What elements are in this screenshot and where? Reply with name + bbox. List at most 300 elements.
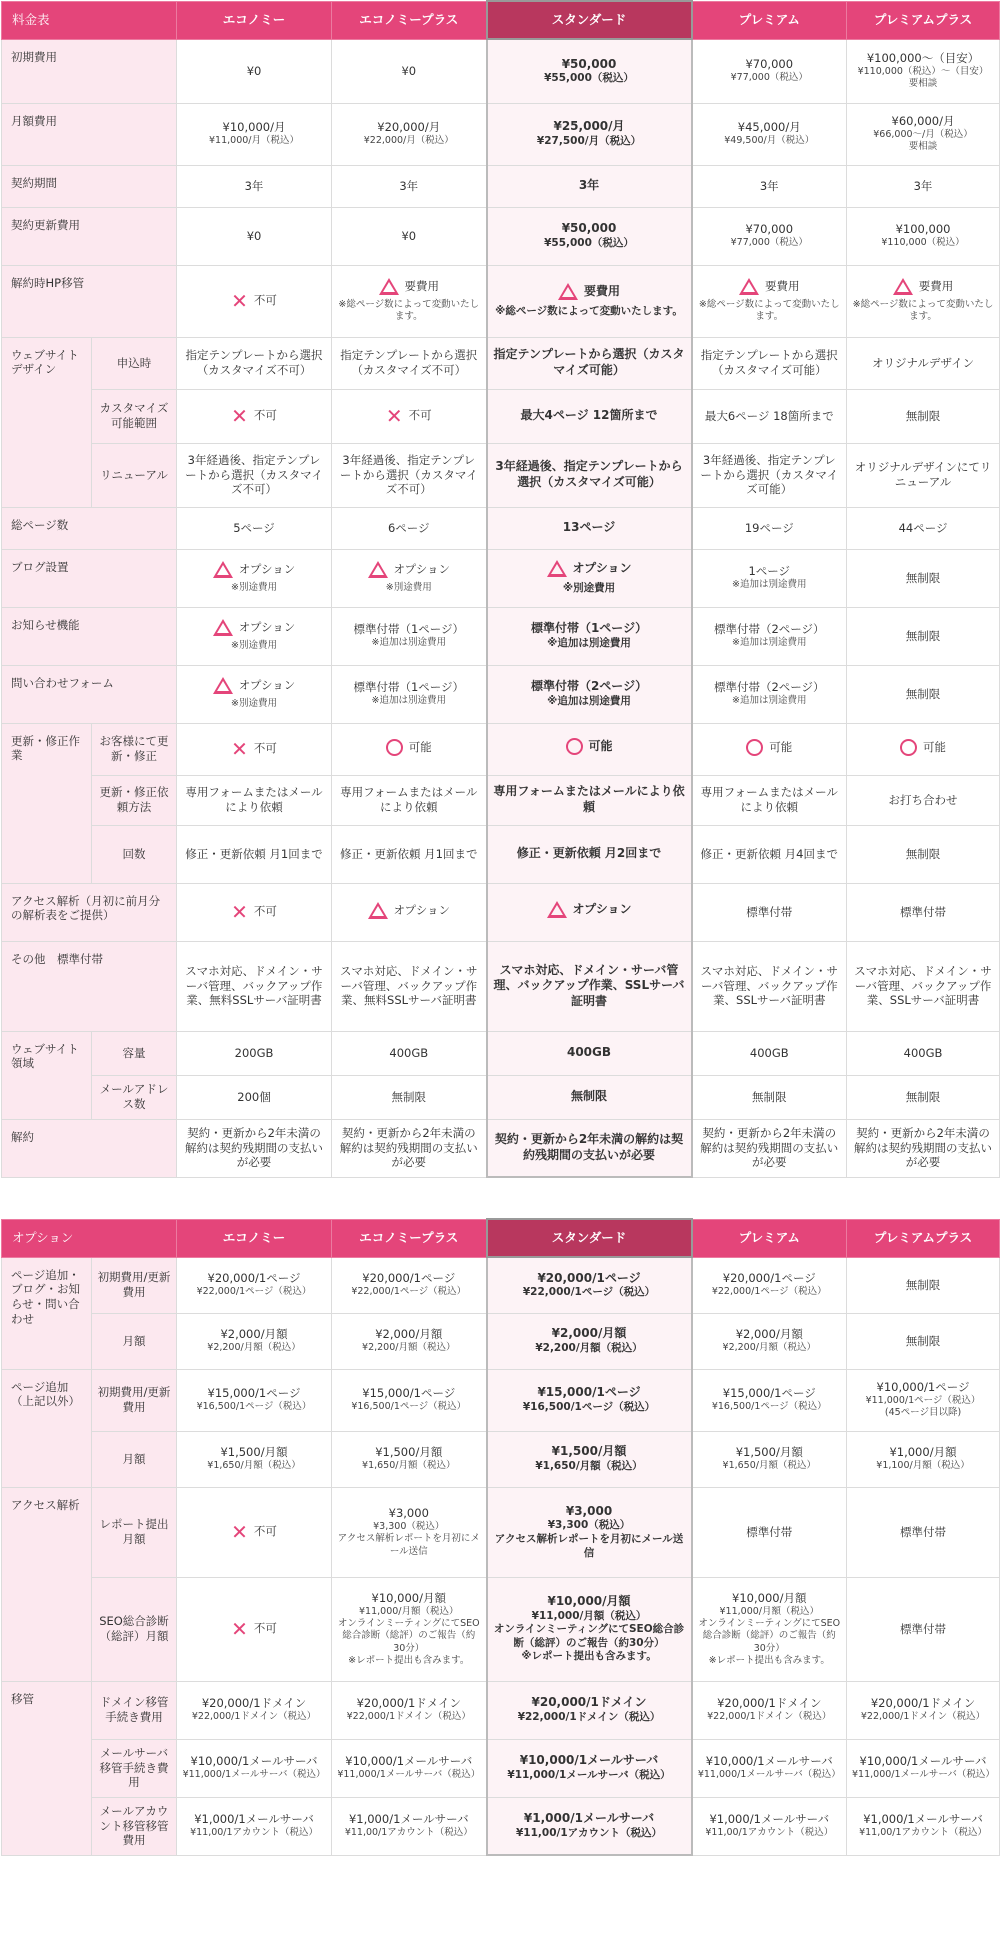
cell <box>487 607 692 665</box>
cell <box>332 1431 487 1487</box>
status: 要費用 <box>404 279 440 294</box>
cell: 400GB <box>847 1031 1000 1075</box>
plan-header-premium: プレミアム <box>692 1219 847 1257</box>
price: ¥10,000/1ページ <box>876 1380 970 1395</box>
cell: 最大6ページ 18箇所まで <box>692 389 847 443</box>
cell <box>177 1487 332 1577</box>
cell: 無制限 <box>847 389 1000 443</box>
cross-icon: ✕ <box>231 899 248 924</box>
cell <box>487 665 692 723</box>
label-domain-transfer: ドメイン移管手続き費用 <box>92 1681 177 1739</box>
cell <box>332 883 487 941</box>
price: ¥1,000/1メールサーバ <box>194 1812 314 1827</box>
cell <box>692 1369 847 1431</box>
price-tax: ¥11,000/1ページ（税込） <box>865 1395 981 1407</box>
status: オプション <box>572 901 632 916</box>
cell: 5ページ <box>177 507 332 549</box>
cell <box>847 39 1000 103</box>
cell: ¥0 <box>177 207 332 265</box>
note: 要相談 <box>908 141 938 153</box>
cell <box>177 549 332 607</box>
row-renewal-fee <box>2 207 1000 265</box>
cell <box>847 1739 1000 1797</box>
price: ¥2,000/月額 <box>375 1327 443 1342</box>
triangle-icon <box>547 560 567 577</box>
label-contact-form: 問い合わせフォーム <box>2 665 177 723</box>
cell <box>487 1739 692 1797</box>
price-tax: ¥22,000/1ドメイン（税込） <box>517 1710 661 1723</box>
label-transfer: 移管 <box>2 1681 92 1855</box>
status: 可能 <box>769 739 793 754</box>
note: ※総ページ数によって変動いたします。 <box>338 299 480 323</box>
cell <box>847 265 1000 337</box>
status: 不可 <box>253 408 277 423</box>
cell <box>692 1797 847 1855</box>
cell <box>332 265 487 337</box>
cell: 専用フォームまたはメールにより依頼 <box>177 775 332 825</box>
label-cancellation: 解約 <box>2 1119 177 1177</box>
row-access-seo <box>2 1577 1000 1681</box>
price-tax: ¥1,100/月額（税込） <box>876 1460 970 1472</box>
price-tax: ¥11,00/1アカウント（税込） <box>859 1827 987 1839</box>
status: オプション <box>238 562 296 577</box>
row-analytics <box>2 883 1000 941</box>
cell: 13ページ <box>487 507 692 549</box>
label-design-custom: カスタマイズ可能範囲 <box>92 389 177 443</box>
cell <box>692 607 847 665</box>
status: 不可 <box>253 1524 277 1539</box>
cell <box>692 665 847 723</box>
row-news <box>2 607 1000 665</box>
cell <box>692 207 847 265</box>
row-contact-form <box>2 665 1000 723</box>
price: ¥20,000/1ドメイン <box>717 1696 822 1711</box>
status: 不可 <box>408 408 432 423</box>
cell: 6ページ <box>332 507 487 549</box>
cell <box>487 1257 692 1313</box>
price-tax: ¥2,200/月額（税込） <box>535 1341 643 1354</box>
cell: 専用フォームまたはメールにより依頼 <box>487 775 692 825</box>
plan-header-standard: スタンダード <box>487 1 692 39</box>
status: オプション <box>238 620 296 635</box>
pricing-title: 料金表 <box>2 1 177 39</box>
price-tax: ¥11,000/月額（税込） <box>719 1605 820 1617</box>
cell: 指定テンプレートから選択（カスタマイズ不可） <box>177 337 332 389</box>
pricing-header-row <box>2 1 1000 39</box>
cell <box>487 39 692 103</box>
price: ¥60,000/月 <box>891 114 955 129</box>
price-tax: ¥110,000（税込） <box>881 237 965 249</box>
price-tax: ¥22,000/1ドメイン（税込） <box>860 1711 986 1723</box>
price-tax: ¥22,000/1ページ（税込） <box>351 1286 467 1298</box>
cell: 3年 <box>487 165 692 207</box>
label-initial-fee: 初期費用 <box>2 39 177 103</box>
cell <box>692 103 847 165</box>
label-update-self: お客様にて更新・修正 <box>92 723 177 775</box>
price: ¥1,000/1メールサーバ <box>863 1812 983 1827</box>
price: ¥45,000/月 <box>737 120 801 135</box>
cell <box>487 265 692 337</box>
price: ¥3,000 <box>388 1506 429 1521</box>
cell <box>177 1577 332 1681</box>
label-update-count: 回数 <box>92 825 177 883</box>
cell: 3年 <box>332 165 487 207</box>
label-website-design: ウェブサイトデザイン <box>2 337 92 507</box>
cell: 標準付帯 <box>847 1487 1000 1577</box>
price: ¥20,000/1ドメイン <box>356 1696 461 1711</box>
row-contract-term <box>2 165 1000 207</box>
options-header-row <box>2 1219 1000 1257</box>
price: ¥1,000/月額 <box>889 1445 957 1460</box>
status: オプション <box>393 562 450 577</box>
status: オプション <box>572 561 632 576</box>
price-tax: ¥55,000（税込） <box>544 236 634 249</box>
price-tax: ¥22,000/1ページ（税込） <box>196 1286 312 1298</box>
note: ※別途費用 <box>562 581 616 594</box>
cell <box>692 1577 847 1681</box>
price-tax: ¥11,000/月額（税込） <box>359 1605 459 1617</box>
cell <box>847 1431 1000 1487</box>
label-update: 更新・修正作業 <box>2 723 92 883</box>
cell <box>692 1431 847 1487</box>
cell: 400GB <box>487 1031 692 1075</box>
note: ※別途費用 <box>231 582 277 594</box>
price: ¥20,000/1ページ <box>207 1271 301 1286</box>
price-tax: ¥27,500/月（税込） <box>536 134 642 147</box>
price: ¥20,000/1ドメイン <box>870 1696 976 1711</box>
price-tax: ¥16,500/1ページ（税込） <box>196 1401 312 1413</box>
row-transfer-account <box>2 1797 1000 1855</box>
triangle-icon <box>379 278 399 295</box>
cell <box>487 1577 692 1681</box>
label-monthly-fee: 月額費用 <box>2 103 177 165</box>
cross-icon: ✕ <box>231 288 248 313</box>
price-tax: ¥2,200/月額（税込） <box>722 1342 816 1354</box>
row-access-report <box>2 1487 1000 1577</box>
cell <box>332 1487 487 1577</box>
row-hp-transfer <box>2 265 1000 337</box>
price: ¥70,000 <box>745 222 794 237</box>
cell <box>332 549 487 607</box>
price-tax: ¥22,000/月（税込） <box>363 135 454 147</box>
cell <box>177 607 332 665</box>
cell: スマホ対応、ドメイン・サーバ管理、バックアップ作業、SSLサーバ証明書 <box>847 941 1000 1031</box>
row-update-method <box>2 775 1000 825</box>
note: オンラインミーティングにてSEO総合診断（総評）のご報告（約30分） <box>493 1623 685 1649</box>
cell: ¥0 <box>332 39 487 103</box>
price: ¥10,000/1メールサーバ <box>345 1754 473 1769</box>
cross-icon: ✕ <box>231 403 248 428</box>
label-contract-term: 契約期間 <box>2 165 177 207</box>
circle-icon <box>386 739 403 756</box>
plan-header-economy-plus: エコノミープラス <box>332 1219 487 1257</box>
cell: 修正・更新依頼 月2回まで <box>487 825 692 883</box>
note: ※総ページ数によって変動いたします。 <box>495 304 683 317</box>
note: ※追加は別途費用 <box>547 636 631 649</box>
price-tax: ¥55,000（税込） <box>544 72 634 85</box>
price-tax: ¥11,00/1アカウント（税込） <box>190 1827 318 1839</box>
cell <box>177 883 332 941</box>
price-tax: ¥77,000（税込） <box>730 72 808 84</box>
options-table <box>1 1218 1000 1856</box>
triangle-icon <box>547 901 567 918</box>
cell <box>177 1313 332 1369</box>
triangle-icon <box>893 278 913 295</box>
cell <box>847 723 1000 775</box>
cell <box>332 1257 487 1313</box>
label-design-apply: 申込時 <box>92 337 177 389</box>
cell: 指定テンプレートから選択（カスタマイズ可能） <box>487 337 692 389</box>
price-tax: ¥2,200/月額（税込） <box>207 1342 301 1354</box>
price: ¥15,000/1ページ <box>207 1386 301 1401</box>
note: ※別途費用 <box>231 640 277 652</box>
price: ¥15,000/1ページ <box>537 1385 641 1400</box>
price-tax: ¥11,000/月（税込） <box>209 135 300 147</box>
cell: 契約・更新から2年未満の解約は契約残期間の支払いが必要 <box>847 1119 1000 1177</box>
triangle-icon <box>739 278 759 295</box>
note: ※追加は別途費用 <box>371 695 446 707</box>
note: ※レポート提出も含みます。 <box>521 1650 657 1663</box>
circle-icon <box>746 739 763 756</box>
cross-icon: ✕ <box>231 1616 248 1641</box>
plan-header-economy: エコノミー <box>177 1 332 39</box>
price-tax: ¥11,000/1メールサーバ（税込） <box>182 1769 326 1781</box>
cell: 専用フォームまたはメールにより依頼 <box>692 775 847 825</box>
row-pageadd2-init <box>2 1369 1000 1431</box>
cell <box>177 1739 332 1797</box>
price-tax: ¥2,200/月額（税込） <box>362 1342 456 1354</box>
price: ¥1,000/1メールサーバ <box>348 1812 469 1827</box>
row-pageadd2-monthly <box>2 1431 1000 1487</box>
label-analytics: アクセス解析（月初に前月分の解析表をご提供） <box>2 883 177 941</box>
cell: 19ページ <box>692 507 847 549</box>
status: 不可 <box>253 904 277 919</box>
cell <box>177 723 332 775</box>
cell <box>177 1681 332 1739</box>
price: ¥15,000/1ページ <box>722 1386 816 1401</box>
cell <box>487 207 692 265</box>
note: オンラインミーティングにてSEO総合診断（総評）のご報告（約30分） <box>337 1617 480 1654</box>
label-init-fee: 初期費用/更新費用 <box>92 1369 177 1431</box>
cell <box>487 549 692 607</box>
price: ¥10,000/1メールサーバ <box>859 1754 987 1769</box>
cell: 3年経過後、指定テンプレートから選択（カスタマイズ不可） <box>332 443 487 507</box>
cell <box>332 607 487 665</box>
price: ¥1,000/1メールサーバ <box>523 1811 655 1826</box>
row-total-pages <box>2 507 1000 549</box>
cell: 無制限 <box>692 1075 847 1119</box>
cell <box>177 265 332 337</box>
note: ※総ページ数によって変動いたします。 <box>698 299 840 323</box>
cell <box>177 665 332 723</box>
price: ¥10,000/1メールサーバ <box>519 1753 659 1768</box>
cell: スマホ対応、ドメイン・サーバ管理、バックアップ作業、無料SSLサーバ証明書 <box>177 941 332 1031</box>
price-tax: ¥22,000/1ドメイン（税込） <box>346 1711 471 1723</box>
triangle-icon <box>213 677 233 694</box>
note: ※追加は別途費用 <box>547 694 631 707</box>
price: ¥50,000 <box>561 221 617 236</box>
note: ※追加は別途費用 <box>732 637 807 649</box>
cell <box>332 1797 487 1855</box>
cell <box>847 1797 1000 1855</box>
cell <box>332 389 487 443</box>
value: 標準付帯（2ページ） <box>530 679 648 694</box>
label-design-renew: リニューアル <box>92 443 177 507</box>
price-tax: ¥11,00/1アカウント（税込） <box>515 1826 663 1839</box>
price-tax: ¥110,000（税込）〜（目安） <box>857 66 989 78</box>
price-tax: ¥77,000（税込） <box>730 237 808 249</box>
note: ※総ページ数によって変動いたします。 <box>852 299 994 323</box>
label-account-transfer: メールアカウント移管移管費用 <box>92 1797 177 1855</box>
cell <box>332 103 487 165</box>
plan-header-standard: スタンダード <box>487 1219 692 1257</box>
cell <box>332 1313 487 1369</box>
price-tax: ¥22,000/1ドメイン（税込） <box>707 1711 832 1723</box>
cross-icon: ✕ <box>385 403 403 428</box>
note: ※追加は別途費用 <box>732 579 807 591</box>
status: 要費用 <box>765 279 800 294</box>
options-title: オプション <box>2 1219 177 1257</box>
triangle-icon <box>368 902 388 919</box>
price: ¥70,000 <box>745 57 794 72</box>
row-design-apply <box>2 337 1000 389</box>
cell: スマホ対応、ドメイン・サーバ管理、バックアップ作業、無料SSLサーバ証明書 <box>332 941 487 1031</box>
note: (45ページ目以降) <box>884 1407 962 1419</box>
note: ※レポート提出も含みます。 <box>348 1654 470 1666</box>
price: ¥1,500/月額 <box>551 1444 627 1459</box>
label-other: その他 標準付帯 <box>2 941 177 1031</box>
cell: 無制限 <box>847 607 1000 665</box>
cell: 3年経過後、指定テンプレートから選択（カスタマイズ不可） <box>177 443 332 507</box>
cell <box>332 665 487 723</box>
cell <box>487 1797 692 1855</box>
cell: 専用フォームまたはメールにより依頼 <box>332 775 487 825</box>
row-pageadd1-init <box>2 1257 1000 1313</box>
label-seo: SEO総合診断（総評）月額 <box>92 1577 177 1681</box>
label-access-analytics: アクセス解析 <box>2 1487 92 1681</box>
price: ¥10,000/月額 <box>732 1590 807 1605</box>
note: ※別途費用 <box>231 698 277 710</box>
cell: 契約・更新から2年未満の解約は契約残期間の支払いが必要 <box>332 1119 487 1177</box>
price: ¥20,000/1ドメイン <box>201 1696 307 1711</box>
cell: 3年経過後、指定テンプレートから選択（カスタマイズ可能） <box>692 443 847 507</box>
price: ¥10,000/月額 <box>371 1590 446 1605</box>
cell <box>332 1369 487 1431</box>
cell <box>177 1797 332 1855</box>
status: 要費用 <box>918 279 954 294</box>
cell: 契約・更新から2年未満の解約は契約残期間の支払いが必要 <box>487 1119 692 1177</box>
price-tax: ¥16,500/1ページ（税込） <box>711 1401 827 1413</box>
row-capacity <box>2 1031 1000 1075</box>
price: ¥2,000/月額 <box>735 1327 803 1342</box>
price: ¥1,500/月額 <box>220 1445 288 1460</box>
cell <box>332 1739 487 1797</box>
cell: 契約・更新から2年未満の解約は契約残期間の支払いが必要 <box>692 1119 847 1177</box>
cell: 最大4ページ 12箇所まで <box>487 389 692 443</box>
cell: 指定テンプレートから選択（カスタマイズ可能） <box>692 337 847 389</box>
label-hp-transfer: 解約時HP移管 <box>2 265 177 337</box>
label-pageadd1: ページ追加・ブログ・お知らせ・問い合わせ <box>2 1257 92 1369</box>
cell: 3年経過後、指定テンプレートから選択（カスタマイズ可能） <box>487 443 692 507</box>
note: アクセス解析レポートを月初にメール送信 <box>337 1533 480 1557</box>
cell <box>177 389 332 443</box>
cell <box>487 883 692 941</box>
value: 標準付帯（2ページ） <box>713 622 825 637</box>
row-update-count <box>2 825 1000 883</box>
cell: 無制限 <box>847 1257 1000 1313</box>
label-monthly: 月額 <box>92 1431 177 1487</box>
price-tax: ¥1,650/月額（税込） <box>362 1460 456 1472</box>
price: ¥100,000 <box>895 222 951 237</box>
cell: オリジナルデザイン <box>847 337 1000 389</box>
note: 要相談 <box>908 78 938 90</box>
price: ¥10,000/月額 <box>547 1593 631 1608</box>
cross-icon: ✕ <box>231 736 248 761</box>
cell: 3年 <box>692 165 847 207</box>
status: 可能 <box>408 739 432 754</box>
cell: 無制限 <box>847 1075 1000 1119</box>
price-tax: ¥3,300（税込） <box>547 1519 631 1532</box>
cell: 修正・更新依頼 月1回まで <box>177 825 332 883</box>
cell: ¥0 <box>332 207 487 265</box>
cell: 指定テンプレートから選択（カスタマイズ不可） <box>332 337 487 389</box>
price: ¥2,000/月額 <box>551 1326 627 1341</box>
plan-header-premium: プレミアム <box>692 1 847 39</box>
cell: 3年 <box>847 165 1000 207</box>
cell: 標準付帯 <box>692 883 847 941</box>
cell <box>487 723 692 775</box>
cell: 標準付帯 <box>847 1577 1000 1681</box>
label-mailserver-transfer: メールサーバ移管手続き費用 <box>92 1739 177 1797</box>
price-tax: ¥22,000/1ページ（税込） <box>522 1286 656 1299</box>
row-design-custom <box>2 389 1000 443</box>
cell: 無制限 <box>487 1075 692 1119</box>
status: オプション <box>393 902 450 917</box>
cell: 無制限 <box>847 1313 1000 1369</box>
row-monthly-fee <box>2 103 1000 165</box>
cell <box>692 723 847 775</box>
cell <box>332 1681 487 1739</box>
cell <box>487 1487 692 1577</box>
cell: 無制限 <box>847 665 1000 723</box>
cell: スマホ対応、ドメイン・サーバ管理、バックアップ作業、SSLサーバ証明書 <box>692 941 847 1031</box>
price-tax: ¥11,000/月額（税込） <box>531 1609 647 1622</box>
price-tax: ¥49,500/月（税込） <box>724 135 815 147</box>
triangle-icon <box>368 561 388 578</box>
note: ※別途費用 <box>385 582 432 594</box>
cell: 200GB <box>177 1031 332 1075</box>
price-tax: ¥16,500/1ページ（税込） <box>351 1401 467 1413</box>
cell <box>177 1369 332 1431</box>
value: 標準付帯（1ページ） <box>353 680 465 695</box>
cell: スマホ対応、ドメイン・サーバ管理、バックアップ作業、SSLサーバ証明書 <box>487 941 692 1031</box>
cell <box>177 1431 332 1487</box>
circle-icon <box>900 739 917 756</box>
cell <box>177 103 332 165</box>
cell <box>487 103 692 165</box>
status: 不可 <box>253 1621 277 1636</box>
row-other <box>2 941 1000 1031</box>
note: ※追加は別途費用 <box>371 637 446 649</box>
label-capacity: 容量 <box>92 1031 177 1075</box>
cell: 契約・更新から2年未満の解約は契約残期間の支払いが必要 <box>177 1119 332 1177</box>
cell: 400GB <box>332 1031 487 1075</box>
cell <box>847 1681 1000 1739</box>
cell <box>487 1681 692 1739</box>
price: ¥10,000/1メールサーバ <box>705 1754 833 1769</box>
cell <box>692 1313 847 1369</box>
cell <box>847 207 1000 265</box>
